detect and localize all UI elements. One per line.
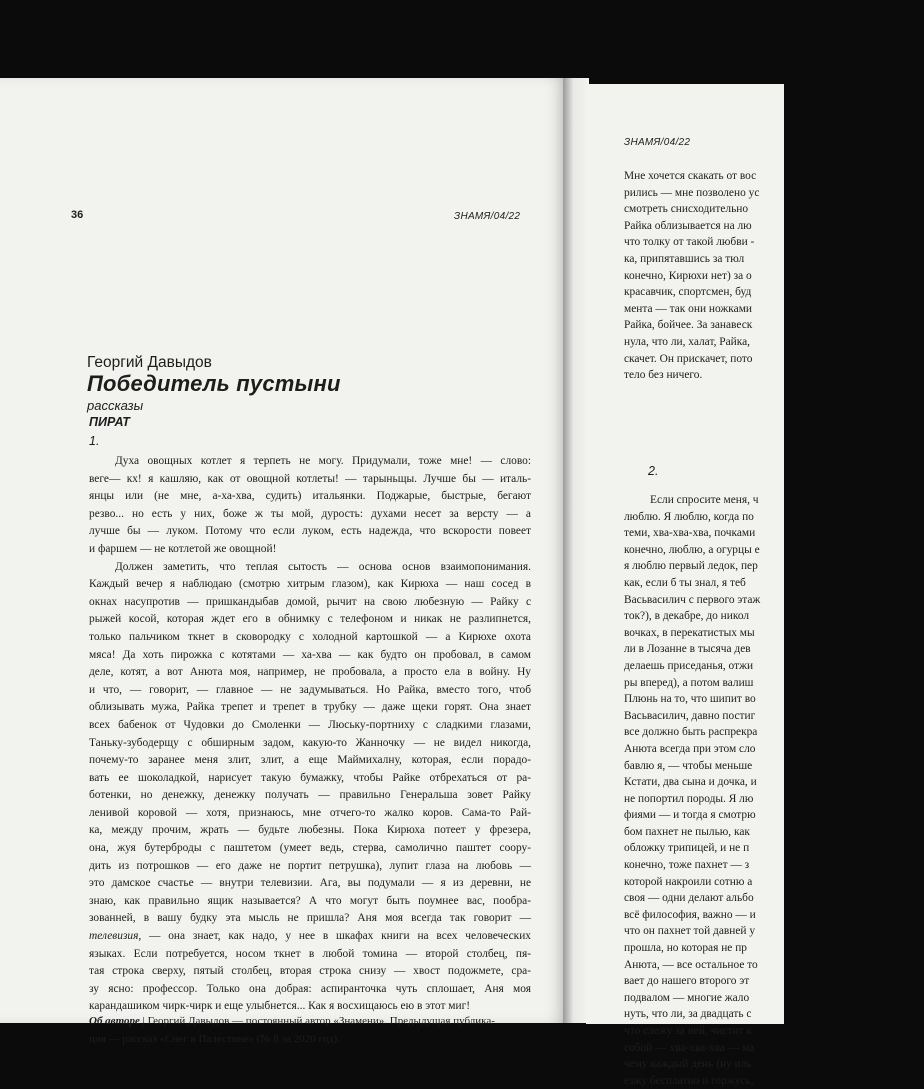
text-line: подвалом — многие жало [624,991,750,1004]
text-line: ли в Лозанне в тысяча дев [624,643,751,656]
text-line: чему каждый день (ну иль [624,1058,752,1071]
about-author [89,1013,531,1048]
text-line: теми, хва-хва-хва, почками [624,527,756,540]
right-subsection-number: 2. [648,464,659,478]
text-line: ка, между прочим, жрать — будьте любезны. Пока Кирюха потеет у фрезера, [89,824,531,837]
text-line: только пальчиком ткнет в сковородку с холодной картошкой — а Кирюхе охота [89,630,531,643]
text-line: Таньку-зубодерщу с обширным задом, какую-то Жанночку — не видел никогда, [89,736,531,749]
text-line: что толку от такой любви - [624,236,755,249]
text-line: тело без ничего. [624,369,703,382]
text-line: ры вперед), а потом валиш [624,676,754,689]
text-line: всё философия, важно — и [624,908,756,921]
text-line: лучше бы — луком. Потому что если луком, есть надежда, что вскорости повеет [89,525,531,538]
text-line: вает до нашего второго эт [624,975,750,988]
text-line: люблю. Я люблю, когда по [624,510,754,523]
page-number: 36 [71,209,84,221]
text-line: зу ясно: профессор. Только она добрая: аспиранточка чуть сплошает, Аня моя [89,982,531,995]
text-line: тая строка сверху, пятый столбец, вторая строка снизу — хвост подожмете, сра- [89,965,531,978]
text-line: Каждый вечер я наблюдаю (смотрю хитрым глазом), как Кирюха — наш сосед в [89,578,531,591]
text-line: как, если б ты знал, я теб [624,576,746,589]
text-line: Мне хочется скакать от вос [624,170,757,182]
text-line: деле, котят, а вот Анюта моя, например, не пробовала, а просто ела в войну. Ну [89,666,531,679]
text-line: нуть, что ли, за двадцать с [624,1008,752,1021]
text-line: Должен заметить, что теплая сытость — основа основ взаимопонимания. [115,560,531,573]
text-line: фиями — и тогда я смотрю [624,809,756,822]
about-text-2: ция — рассказ «Снег в Палестине» (№ 8 за 2020 год). [89,1032,340,1045]
about-text-1: | Георгий Давыдов — постоянный автор «Знамени». Предыдущая публика- [139,1015,495,1027]
subsection-number: 1. [89,434,100,448]
author-name: Георгий Давыдов [87,354,212,371]
section-title: ПИРАТ [89,415,130,429]
text-line: я люблю первый ледок, пер [624,560,758,573]
text-line: обложку трипицей, и не п [624,842,750,855]
text-line: красавчик, спортсмен, буд [624,286,752,299]
text-line: бавлю я, — чтобы меньше [624,759,753,772]
text-line: делаешь приседанья, отжи [624,659,754,672]
text-line: Райка облизывается на лю [624,219,752,232]
text-line: что он пахнет той давней у [624,925,756,938]
text-line: нула, что ли, халат, Райка, [624,335,751,348]
text-line: резво... но есть у них, боже ж ты мой, дурость: духами несет за версту — а [89,507,531,520]
text-line: ботенки, но денежку, денежку получать — правильно Генеральша зовет Райку [89,789,531,802]
right-body-top [624,168,924,384]
text-line: рыжей косой, которая ждет его в обнимку с телефоном и никак не разлипнется, [89,613,531,626]
text-line: почему-то заранее меня злит, злит, а еще Маймихалну, которая, если порадо- [89,754,531,767]
body-text [89,453,531,1016]
text-line: Райка, бойчее. За занавеск [624,319,753,332]
text-line: все должно быть распрекра [624,726,758,739]
text-line: прошла, но которая не пр [624,942,747,955]
text-line: телевизия, — она знает, как надо, у нее в шкафах книги на всех человеческих [89,930,531,943]
about-label: Об авторе [89,1015,140,1027]
text-line: смотреть снисходительно [624,203,749,216]
text-line: вать ее шоколадкой, нарисует такую бумажку, чтобы Райке отбрехаться от ра- [89,771,531,784]
text-line: ка, припятавшись за тюл [624,252,745,265]
text-line: что слежу за ней, чистит к [624,1025,752,1037]
text-line: Васьвасилич с первого этаж [624,593,761,606]
text-line: зованней, в вашу будку эта мысль не пришла? Аня моя всегда так говорит — [89,912,531,925]
text-line: это дамское счастье — внутри телевизии. Ага, вы подумали — я из деревни, не [89,877,531,890]
text-line: мента — так они ножками [624,302,753,315]
text-line: скачет. Он прискачет, пото [624,352,753,365]
text-line: языках. Если потребуется, носом ткнет в любой томина — второй столбец, пя- [89,947,531,960]
text-line: собой — хва-хва-хва — ма [624,1041,755,1054]
text-line: своя — одни делают альбо [624,892,754,905]
text-line: Анюта всегда при этом сло [624,742,756,755]
text-line: бом пахнет не пылью, как [624,825,750,838]
text-line: ток?), в декабре, до никол [624,610,750,623]
running-header: ЗНАМЯ/04/22 [454,211,521,222]
story-title: Победитель пустыни [87,371,341,396]
text-line: рились — мне позволено ус [624,186,760,199]
text-line: вочках, в перекатистых мы [624,626,755,639]
text-line: мяса! Да хоть пирожка с котятами — ха-хва — как будто он пробовал, в самом [89,648,531,661]
text-line: всех бабенок от Чудовки до Смоленки — Люську-портниху с сладкими глазами, [89,718,531,731]
text-line: карандашиком чирк-чирк и еще улыбнется... Как я восхищаюсь ею в этот миг! [89,1000,471,1013]
text-line: и что, — говорит, — главное — не задумываться. Но Райка, вместо того, чтоб [89,683,531,696]
text-line: конечно, люблю, а огурцы е [624,543,760,556]
text-line: Духа овощных котлет я терпеть не могу. Придумали, тоже мне! — слово: [115,455,531,467]
genre-label: рассказы [87,398,144,413]
text-line: веге— кх! я кашляю, как от овощной котлеты! — тарыньщы. Лучше бы — италь- [89,472,531,485]
text-line: которой накроили сотню а [624,875,753,888]
text-line: знаю, как правильно ящик называется? А что могут быть поумнее вас, пообра- [89,894,531,907]
running-header-right: ЗНАМЯ/04/22 [624,137,691,148]
text-line: она, жуя бутерброды с паштетом (умеет ведь, стерва, самолично паштет соору- [89,842,531,855]
text-line: не попортил породы. Я лю [624,792,754,805]
right-page [586,84,784,1087]
text-line: Кстати, два сына и дочка, и [624,776,757,789]
text-line: облизывать мужа, Райка трепет и трепет в трубку — даже щеки горят. Она знает [89,701,531,714]
text-line: конечно, тоже пахнет — з [624,859,750,872]
text-line: ленивой коровой — хотя, признаюсь, мне отчего-то жалко коров. Сама-то Рай- [89,806,531,819]
emphasis-word: телевизия [89,930,139,943]
text-line: дить из потрошков — его даже не портит петрушка), лупит глаза на любовь — [89,859,531,872]
text-line: Васьвасилич, давно постиг [624,709,756,722]
text-line: янцы или (не мне, а-ха-хва, судить) итальянки. Поджарые, быстрые, бегают [89,490,531,503]
right-body-bottom [624,492,924,1089]
text-line: езжу бесплатно и горжусь, [624,1074,754,1087]
text-line: Анюта, — все остальное то [624,958,758,971]
text-line: Если спросите меня, ч [650,494,759,506]
text-line: конечно, Кирюхи нет) за о [624,269,752,282]
text-line: Плюнь на то, что шипит во [624,693,756,706]
text-line: окнах насупротив — пришкандыбав домой, рычит на свою любезную — Райку с [89,595,531,608]
text-line: и фаршем — не котлетой же овощной! [89,542,277,555]
left-page [0,78,568,1045]
